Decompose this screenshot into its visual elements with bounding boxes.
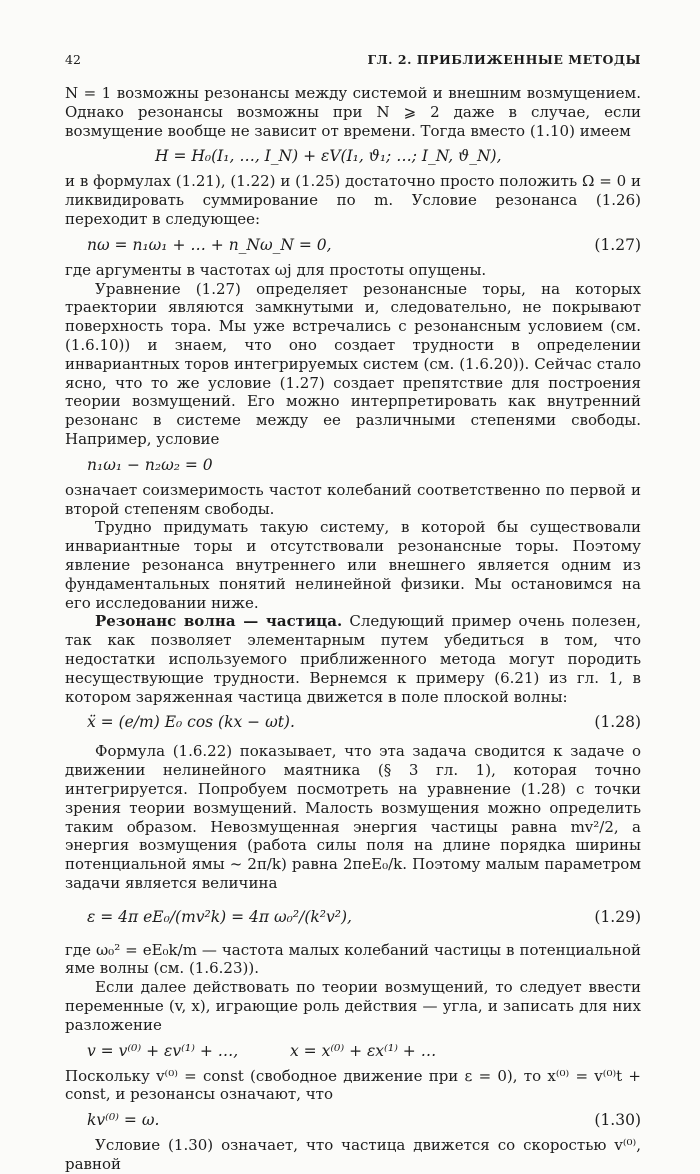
paragraph-11: Поскольку v⁽⁰⁾ = const (свободное движение при ε = 0), то x⁽⁰⁾ = v⁽⁰⁾t + const, и резонансы означают, что [65, 1066, 641, 1104]
page-body [65, 84, 641, 1174]
equation-1-28: ẍ = (e/m) E₀ cos (kx − ωt). (1.28) [87, 713, 641, 732]
equation-resonance-example: n₁ω₁ − n₂ω₂ = 0 [87, 455, 213, 474]
equation-1-29: ε = 4π eE₀/(mv²k) = 4π ω₀²/(k²v²), (1.29) [87, 907, 641, 926]
equation-hamiltonian: H = H₀(I₁, …, I_N) + εV(I₁, ϑ₁; …; I_N, ϑ_N), [155, 147, 502, 166]
paragraph-4: Уравнение (1.27) определяет резонансные торы, на которых траектории являются замкнутыми и, следовательно, не покрывают поверхность тора. Мы уже встречались с резонансным условием (см. (1.6.10)) и знаем, что оно создает трудности в определении инвариантных торов интегрируемых систем (см. (1.6.20)). Сейчас стало ясно, что то же условие (1.27) создает препятствие для построения теории возмущений. Его можно интерпретировать как внутренний резонанс в системе между ее различными степенями свободы. Например, условие [65, 279, 641, 448]
paragraph-10: Если далее действовать по теории возмущений, то следует ввести переменные (v, x), играющие роль действия — угла, и записать для них разложение [65, 978, 641, 1034]
paragraph-8: Формула (1.6.22) показывает, что эта задача сводится к задаче о движении нелинейного маятника (§ 3 гл. 1), которая точно интегрируется. Попробуем посмотреть на уравнение (1.28) с точки зрения теории возмущений. Малость возмущения можно определить таким образом. Невозмущенная энергия частицы равна mv²/2, а энергия возмущения (работа силы поля на длине порядка ширины потенциальной ямы ~ 2π/k) равна 2πeE₀/k. Поэтому малым параметром задачи является величина [65, 742, 641, 892]
equation-1-27: nω = n₁ω₁ + … + n_Nω_N = 0, (1.27) [87, 235, 641, 254]
paragraph-5: означает соизмеримость частот колебаний соответственно по первой и второй степеням свободы. [65, 480, 641, 518]
running-head: ГЛ. 2. ПРИБЛИЖЕННЫЕ МЕТОДЫ [367, 52, 641, 67]
section-title: Резонанс волна — частица. [95, 612, 343, 631]
paragraph-2: и в формулах (1.21), (1.22) и (1.25) достаточно просто положить Ω = 0 и ликвидировать суммирование по m. Условие резонанса (1.26) переходит в следующее: [65, 172, 641, 228]
paragraph-6: Трудно придумать такую систему, в которой бы существовали инвариантные торы и отсутствовали резонансные торы. Поэтому явление резонанса внутреннего или внешнего является одним из фундаментальных понятий нелинейной физики. Мы остановимся на его исследовании ниже. [65, 518, 641, 612]
paragraph-3: где аргументы в частотах ωj для простоты опущены. [65, 260, 487, 279]
paragraph-7: Резонанс волна — частица. Следующий пример очень полезен, так как позволяет элементарным путем убедиться в том, что недостатки используемого приближенного метода могут породить несуществующие трудности. Вернемся к примеру (6.21) из гл. 1, в котором заряженная частица движется в поле плоской волны: [65, 612, 641, 706]
paragraph-9: где ω₀² = eE₀k/m — частота малых колебаний частицы в потенциальной яме волны (см. (1.6.23)). [65, 940, 641, 978]
equation-1-30: kv⁽⁰⁾ = ω. (1.30) [87, 1111, 641, 1130]
paragraph-1: N = 1 возможны резонансы между системой и внешним возмущением. Однако резонансы возможны при N ⩾ 2 даже в случае, если возмущение вообще не зависит от времени. Тогда вместо (1.10) имеем [65, 84, 641, 140]
paragraph-12: Условие (1.30) означает, что частица движется со скоростью v⁽⁰⁾, равной [65, 1136, 641, 1174]
page-number: 42 [65, 52, 81, 67]
book-page [65, 52, 641, 1174]
page-header [65, 52, 641, 76]
equation-expansion: v = v⁽⁰⁾ + εv⁽¹⁾ + …, x = x⁽⁰⁾ + εx⁽¹⁾ + … [87, 1041, 437, 1060]
